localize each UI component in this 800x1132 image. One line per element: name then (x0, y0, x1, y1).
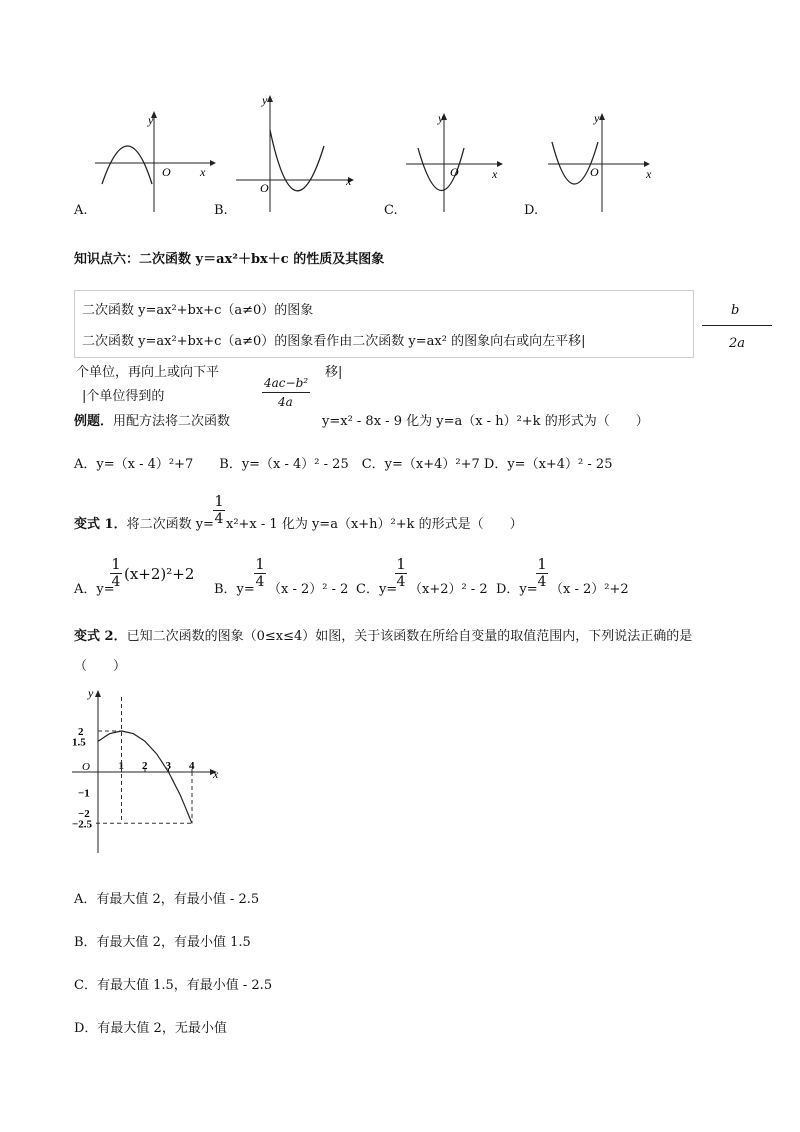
variant1-text-b: x²+x - 1 化为 y=a（x+h）²+k 的形式是（ ） (226, 517, 523, 532)
opt-a-frac-den: 4 (111, 574, 121, 590)
variant1-opt-a-label: A．y= (74, 582, 115, 597)
x-axis-label: x (213, 767, 219, 781)
opt-a-frac-num: 1 (111, 555, 121, 573)
variant1-opt-d-tail: （x - 2）²+2 (550, 582, 629, 597)
variant1-opt-b-frac (254, 556, 266, 589)
graph-d-x: x (646, 167, 652, 181)
opt-c-frac-den: 4 (396, 574, 406, 590)
graph-a (90, 88, 220, 213)
choice-d-label: D. (524, 203, 539, 218)
box-line-1: 二次函数 y=ax²+bx+c（a≠0）的图象 (82, 303, 314, 318)
y-tick-label: 1.5 (72, 736, 86, 749)
x-tick-label: 2 (142, 760, 148, 772)
variant1-opt-a-frac (110, 556, 122, 589)
graph-c (402, 108, 512, 213)
opt-d-frac-den: 4 (537, 574, 547, 590)
variant2-label: 变式 2． (74, 629, 127, 644)
graph-a-origin: O (162, 165, 171, 179)
y-tick-label: −2 (78, 808, 90, 820)
opt-b-frac-num: 1 (255, 555, 265, 573)
graph-c-x: x (492, 167, 498, 181)
variant2-option-d: D．有最大值 2，无最小值 (74, 1021, 227, 1036)
x-tick-label: 3 (165, 760, 171, 772)
variant1-opt-c-label: C．y= (356, 582, 398, 597)
variant1-opt-d-label: D．y= (496, 582, 538, 597)
variant1-opt-a-tail: (x+2)²+2 (124, 565, 195, 583)
graph-d-y: y (594, 111, 600, 125)
variant1-question (74, 513, 214, 532)
section-title: 知识点六：二次函数 y＝ax²＋bx＋c 的性质及其图象 (74, 252, 385, 267)
example-question (74, 410, 230, 429)
variant2-paren: （ ） (74, 659, 127, 674)
shift-line: 个单位，再向上或向下平 (76, 365, 220, 380)
graph-d (544, 108, 659, 213)
variant1-frac-den: 4 (214, 511, 224, 527)
example-text-1: 用配方法将二次函数 (113, 414, 231, 429)
variant1-text-a: 将二次函数 y= (126, 517, 214, 532)
variant2-option-a: A．有最大值 2，有最小值 - 2.5 (74, 892, 260, 907)
origin-label: O (82, 761, 90, 773)
variant1-label: 变式 1． (74, 517, 127, 532)
function-curve (98, 731, 192, 823)
graph-b-y: y (262, 93, 268, 107)
graph-b (232, 88, 362, 213)
graph-b-x: x (346, 174, 352, 188)
graph-a-y: y (148, 113, 154, 127)
variant1-opt-b-label: B．y= (214, 582, 255, 597)
variant1-opt-c-tail: （x+2）² - 2 (409, 582, 488, 597)
vertex-frac-den: 4a (278, 395, 293, 409)
x-tick-label: 1 (118, 760, 124, 772)
y-tick-label: −1 (78, 787, 90, 800)
shift-line-end: 移| (325, 365, 343, 380)
opt-b-frac-den: 4 (255, 574, 265, 590)
graph-a-x: x (200, 165, 206, 179)
side-frac-bar (702, 325, 772, 326)
variant1-opt-d-frac (536, 556, 548, 589)
opt-c-frac-num: 1 (396, 555, 406, 573)
variant1-frac (213, 493, 225, 526)
variant1-frac-num: 1 (214, 492, 224, 510)
variant2-option-b: B．有最大值 2，有最小值 1.5 (74, 935, 251, 950)
choice-c-label: C. (384, 203, 398, 218)
side-frac-num: b (731, 303, 740, 318)
y-tick-label: −2.5 (72, 818, 93, 831)
choice-a-label: A. (74, 203, 88, 218)
graph-c-origin: O (450, 165, 459, 179)
vertex-frac-num: 4ac−b² (264, 376, 309, 390)
example-label: 例题． (74, 414, 114, 429)
graph-d-origin: O (590, 165, 599, 179)
graph-b-origin: O (260, 181, 269, 195)
variant2-question (74, 625, 692, 644)
variant2-text: 已知二次函数的图象（0≤x≤4）如图，关于该函数在所给自变量的取值范围内，下列说法正确的是 (126, 629, 693, 644)
graph-c-y: y (438, 111, 444, 125)
vertex-frac-bar (262, 392, 310, 393)
function-graph (70, 685, 230, 855)
box-line-2: 二次函数 y=ax²+bx+c（a≠0）的图象看作由二次函数 y=ax² 的图象向右或向左平移| (82, 334, 586, 349)
variant1-opt-b-tail: （x - 2）² - 2 (268, 582, 349, 597)
variant2-option-c: C．有最大值 1.5，有最小值 - 2.5 (74, 978, 273, 993)
variant1-opt-c-frac (395, 556, 407, 589)
y-axis-label: y (88, 686, 94, 700)
choice-b-label: B. (214, 203, 228, 218)
example-text-2: y=x² - 8x - 9 化为 y=a（x - h）²+k 的形式为（ ） (322, 414, 649, 429)
shift-line-2: |个单位得到的 (82, 389, 165, 404)
opt-d-frac-num: 1 (537, 555, 547, 573)
y-tick-label: 2 (78, 726, 84, 738)
x-tick-label: 4 (189, 760, 195, 772)
side-frac-den: 2a (729, 336, 746, 351)
example-options: A．y=（x - 4）²+7 B．y=（x - 4）² - 25 C．y=（x+4）²+7 D．y=（x+4）² - 25 (74, 457, 613, 472)
y-axis-arrow (95, 690, 101, 697)
